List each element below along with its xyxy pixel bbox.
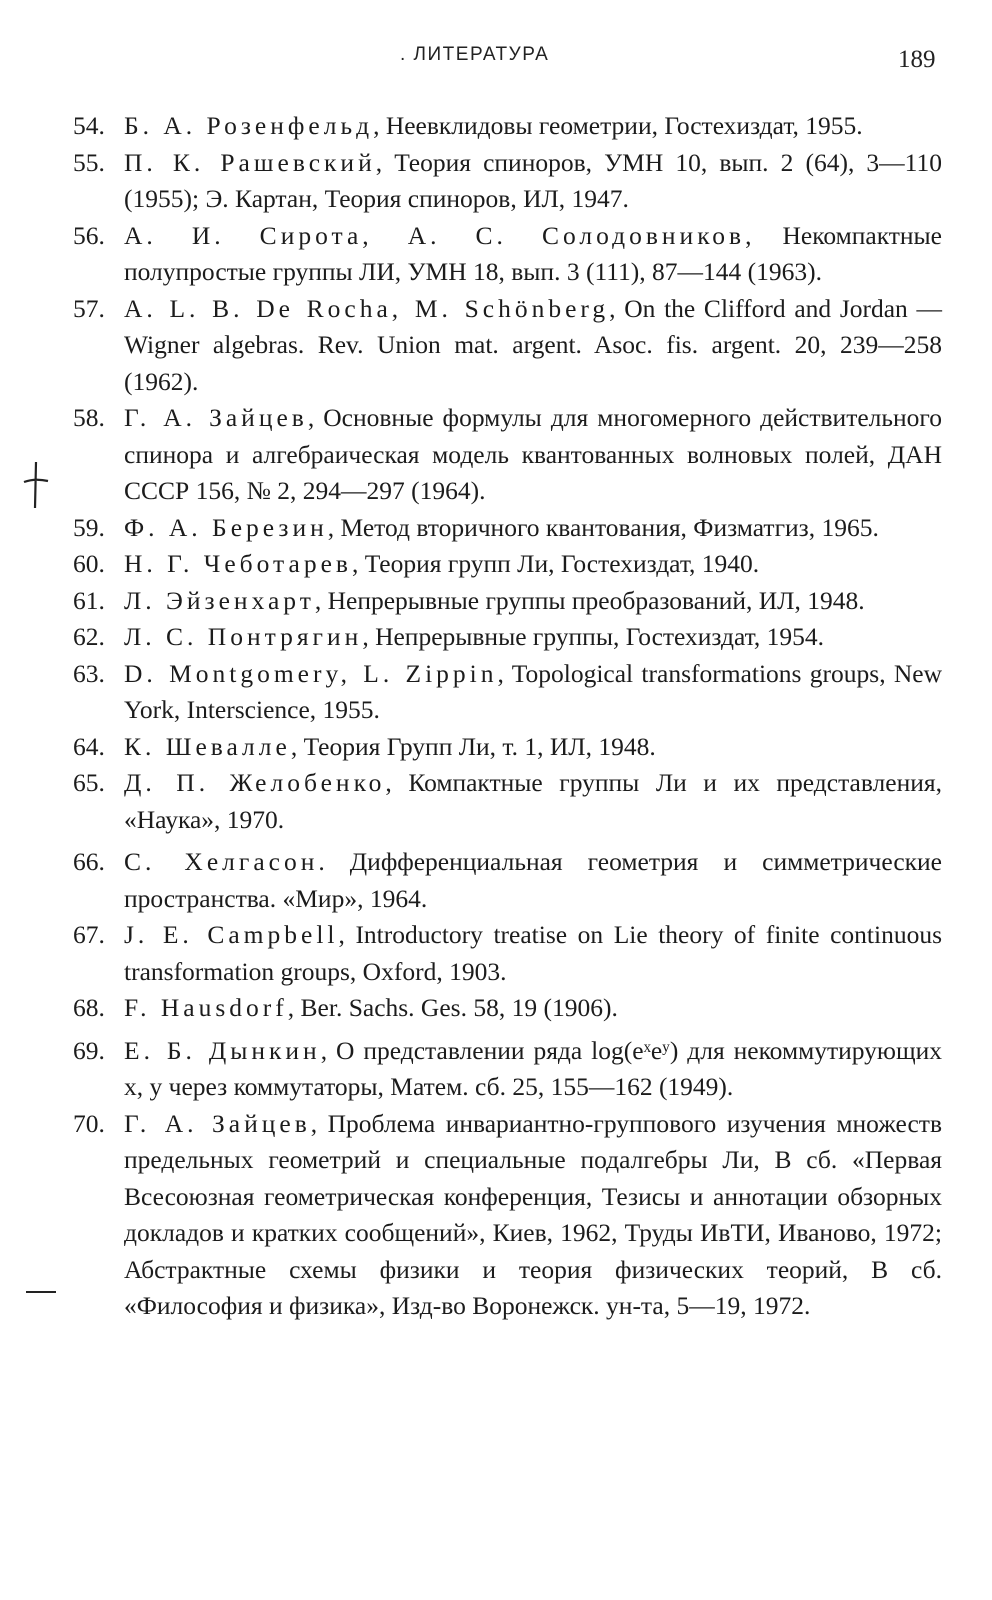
reference-number: 65. — [73, 768, 105, 797]
reference-number: 67. — [73, 920, 105, 949]
reference-item — [0, 108, 992, 145]
reference-item — [0, 510, 992, 547]
reference-number: 54. — [73, 111, 105, 140]
reference-item — [0, 656, 992, 729]
reference-number: 58. — [73, 403, 105, 432]
reference-author: Б. А. Розенфельд — [124, 111, 374, 140]
reference-item — [0, 400, 992, 510]
reference-text: , Непрерывные группы преобразований, ИЛ, 1948. — [314, 585, 865, 615]
reference-item — [0, 1106, 992, 1325]
reference-text: , Ber. Sachs. Ges. 58, 19 (1906). — [287, 993, 618, 1022]
reference-author: К. Шевалле — [124, 731, 291, 761]
reference-text: , Introductory treatise on Lie theory of finite continuous transformation groups, Oxford, 1903. — [124, 920, 942, 986]
reference-item — [0, 917, 992, 990]
reference-number: 60. — [73, 549, 105, 578]
reference-author: Ф. А. Березин — [124, 512, 328, 542]
reference-number: 57. — [73, 293, 105, 323]
reference-text: , Теория спиноров, УМН 10, вып. 2 (64), 3—110 (1955); Э. Картан, Теория спиноров, ИЛ, 1947. — [124, 147, 942, 213]
reference-text: , Topological transformations groups, New York, Interscience, 1955. — [124, 658, 943, 724]
reference-item — [0, 844, 992, 917]
reference-item — [0, 765, 992, 838]
reference-number: 61. — [73, 585, 105, 615]
running-title: . ЛИТЕРАТУРА — [400, 44, 550, 65]
reference-author: Г. А. Зайцев — [124, 403, 308, 432]
reference-author: Н. Г. Чеботарев — [124, 549, 352, 578]
reference-author: D. Montgomery, L. Zippin — [124, 658, 498, 688]
reference-text: , Непрерывные группы, Гостехиздат, 1954. — [362, 622, 825, 651]
reference-number: 55. — [73, 147, 105, 177]
reference-text: , Теория Групп Ли, т. 1, ИЛ, 1948. — [290, 731, 656, 761]
reference-author: Е. Б. Дынкин — [124, 1035, 321, 1065]
reference-item — [0, 583, 992, 620]
reference-author: А. И. Сирота, А. С. Солодовников — [124, 220, 746, 250]
reference-text: , Некомпактные полупростые группы ЛИ, УМН 18, вып. 3 (111), 87—144 (1963). — [124, 220, 942, 286]
reference-item — [0, 218, 992, 291]
reference-item — [0, 145, 992, 218]
reference-text: , Проблема инвариантно-группового изучения множеств предельных геометрий и специальные подалгебры Ли, В сб. «Первая Всесоюзная геометрическая конференция, Тезисы и аннотации обзорных докладов и кратких сообщений», Киев, 1962, Труды ИвТИ, Иваново, 1972; Абстрактные схемы физики и теория физических теорий, В сб. «Философия и физика», Изд-во Воронежск. ун-та, 5—19, 1972. — [124, 1108, 942, 1320]
reference-number: 64. — [73, 731, 105, 761]
reference-item — [0, 1033, 992, 1106]
reference-number: 56. — [73, 220, 105, 250]
reference-number: 69. — [73, 1035, 105, 1065]
reference-author: Л. С. Понтрягин — [124, 622, 363, 651]
reference-author: Д. П. Желобенко — [124, 768, 386, 797]
reference-number: 59. — [73, 512, 105, 542]
reference-item — [0, 291, 992, 401]
reference-item — [0, 619, 992, 656]
reference-list — [0, 108, 992, 1325]
reference-text: . Дифференциальная геометрия и симметрические пространства. «Мир», 1964. — [124, 847, 942, 913]
reference-text: , Теория групп Ли, Гостехиздат, 1940. — [351, 549, 760, 578]
reference-text: , On the Clifford and Jordan — Wigner algebras. Rev. Union mat. argent. Asoc. fis. argent. 20, 239—258 (1962). — [124, 293, 942, 396]
reference-text: , Основные формулы для многомерного действительного спинора и алгебраическая модель квантованных волновых полей, ДАН СССР 156, № 2, 294—297 (1964). — [124, 403, 942, 505]
reference-number: 66. — [73, 847, 105, 876]
reference-author: A. L. B. De Rocha, M. Schönberg — [124, 293, 610, 323]
reference-text: , О представлении ряда log(eˣeʸ) для некоммутирующих x, y через коммутаторы, Матем. сб. 25, 155—162 (1949). — [124, 1035, 943, 1101]
page-number: 189 — [898, 46, 936, 73]
reference-author: F. Hausdorf — [124, 993, 288, 1022]
reference-author: П. К. Рашевский — [124, 147, 376, 177]
reference-author: J. E. Campbell — [124, 920, 339, 949]
reference-text: , Неевклидовы геометрии, Гостехиздат, 1955. — [373, 111, 863, 140]
reference-number: 70. — [73, 1108, 105, 1138]
reference-text: , Метод вторичного квантования, Физматгиз, 1965. — [327, 512, 879, 542]
reference-author: Л. Эйзенхарт — [124, 585, 315, 615]
reference-text: , Компактные группы Ли и их представления, «Наука», 1970. — [124, 768, 942, 834]
reference-item — [0, 546, 992, 583]
reference-number: 63. — [73, 658, 105, 688]
reference-author: С. Хелгасон — [124, 847, 319, 876]
reference-author: Г. А. Зайцев — [124, 1108, 311, 1138]
reference-number: 68. — [73, 993, 105, 1022]
reference-item — [0, 990, 992, 1027]
reference-number: 62. — [73, 622, 105, 651]
reference-item — [0, 729, 992, 766]
